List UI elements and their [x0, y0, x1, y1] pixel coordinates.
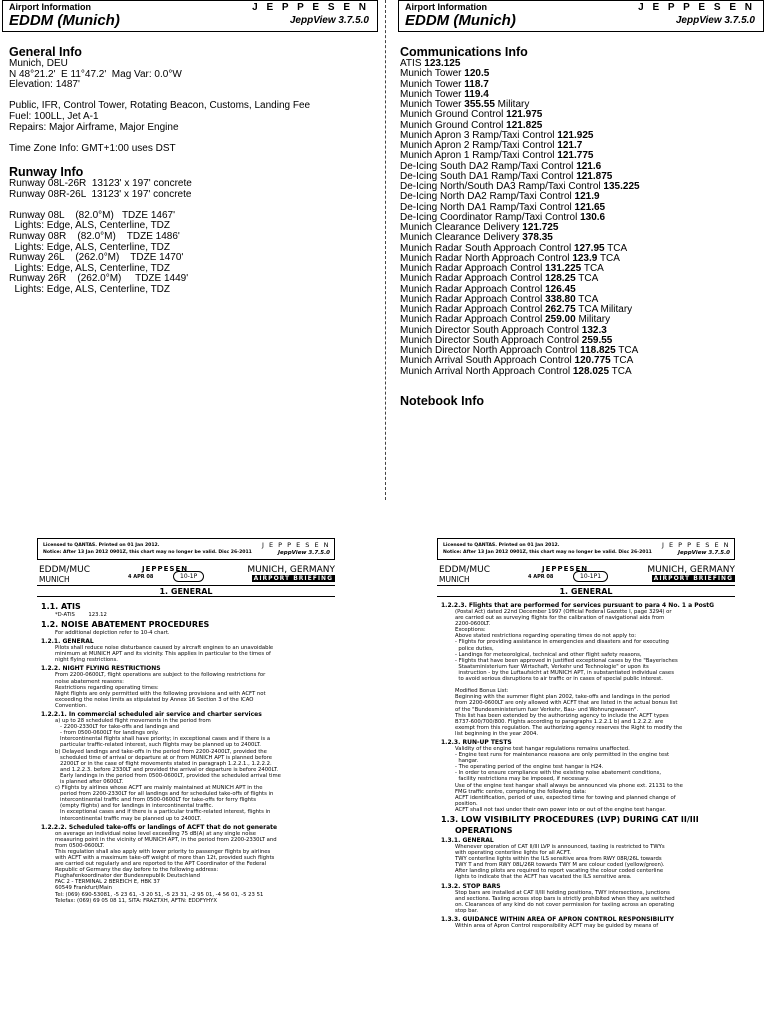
airport-briefing-badge: AIRPORT BRIEFING	[253, 575, 333, 582]
header-rule	[37, 585, 335, 586]
facility-name: Munich Apron 1 Ramp/Taxi Control	[400, 150, 558, 162]
chart-heading: 1.3.2. STOP BARS	[441, 882, 501, 890]
info-line: Runway 08L (82.0°M) TDZE 1467'	[9, 209, 175, 221]
frequency-value: 121.725	[522, 222, 559, 233]
jeppesen-brand: J E P P E S E N	[261, 541, 330, 549]
frequency-value: 120.5	[464, 68, 490, 80]
header-kicker: Airport Information	[9, 2, 91, 12]
facility-name: Munich Arrival South Approach Control	[400, 355, 575, 367]
info-line: Lights: Edge, ALS, Centerline, TDZ	[9, 283, 171, 295]
facility-name: De-Icing South DA2 Ramp/Taxi Control	[400, 160, 577, 172]
facility-name: De-Icing North DA1 Ramp/Taxi Control	[400, 201, 575, 213]
chart-date: 4 APR 08	[528, 574, 554, 580]
license-box	[437, 538, 735, 560]
facility-name: Munich Radar South Approach Control	[400, 242, 574, 254]
facility-name: Munich Director North Approach Control	[400, 345, 581, 356]
info-line: Munich, DEU	[9, 58, 68, 69]
header-rule	[37, 596, 335, 597]
chart-paragraph: Stop bars are installed at CAT II/III holding positions, TWY intersections, junctions and sections. Taxiing across stop bars is strictly prohibited when they are switched on. Clearances of any kind do not cover permission for taxiing across an operating stop bar.	[455, 889, 675, 914]
notebook-info-title: Notebook Info	[400, 394, 485, 408]
chart-airport-code: EDDM/MUC	[439, 565, 490, 575]
chart-location: MUNICH, GERMANY	[247, 565, 335, 575]
facility-name: Munich Radar Approach Control	[400, 283, 546, 295]
frequency-value: 121.975	[506, 109, 543, 121]
frequency-note: TCA	[575, 293, 599, 305]
chart-paragraph: *D-ATIS 123.12	[55, 612, 107, 618]
chart-body	[41, 600, 335, 904]
chart-heading: 1.2.1. GENERAL	[41, 638, 94, 646]
facility-name: Munich Radar Approach Control	[400, 293, 546, 305]
frequency-note: TCA	[610, 355, 634, 367]
jeppview-version: JeppView 3.7.5.0	[675, 15, 755, 26]
info-line: Repairs: Major Airframe, Major Engine	[9, 121, 179, 133]
facility-name: Munich Radar Approach Control	[400, 273, 546, 285]
header-rule	[437, 596, 735, 597]
license-line: Licensed to QANTAS. Printed on 01 Jan 2012.	[43, 543, 160, 548]
info-line: Lights: Edge, ALS, Centerline, TDZ	[9, 220, 171, 232]
facility-name: ATIS	[400, 58, 425, 69]
frequency-value: 355.55	[464, 99, 495, 110]
frequency-note: TCA	[604, 242, 628, 254]
facility-name: Munich Apron 2 Ramp/Taxi Control	[400, 140, 558, 151]
chart-city: MUNICH	[439, 575, 470, 584]
chart-heading: 1.3. LOW VISIBILITY PROCEDURES (LVP) DURING CAT II/III	[441, 815, 699, 824]
frequency-value: 121.9	[574, 191, 600, 203]
frequency-value: 118.825	[580, 345, 616, 356]
chart-heading: 1.2.2.3. Flights that are performed for services pursuant to para 4 No. 1 a PostG	[441, 602, 715, 609]
frequency-value: 121.775	[557, 150, 594, 162]
frequency-value: 128.025	[572, 365, 610, 377]
communications-info-title: Communications Info	[400, 45, 528, 59]
notice-line: Notice: After 13 Jan 2012 0901Z, this chart may no longer be valid. Disc 26-2011	[443, 550, 652, 555]
airport-code-title: EDDM (Munich)	[9, 12, 120, 29]
facility-name: Munich Ground Control	[400, 119, 507, 131]
chart-paragraph: Whenever operation of CAT II/III LVP is announced, taxiing is restricted to TWYs with operating centerline lights for all ACFT. TWY centerline lights within the ILS sensitive area from RWY 08R/26L towards TWY T and from RWY 08L/26R towards TWY M are colour coded (yellow/green). After landing pilots are required to report vacating the colour coded centerline lights to indicate that the ACFT has vacated the ILS sensitive area.	[455, 844, 665, 881]
jeppview-version: JeppView 3.7.5.0	[289, 15, 369, 26]
info-line: Runway 26R (262.0°M) TDZE 1449'	[9, 273, 189, 285]
frequency-value: 259.00	[545, 314, 576, 326]
column-divider	[385, 0, 386, 500]
chart-date: 4 APR 08	[128, 574, 154, 580]
facility-name: Munich Radar North Approach Control	[400, 252, 573, 264]
chart-paragraph: Pilots shall reduce noise disturbance caused by aircraft engines to an unavoidable minimum at MUNICH APT and its vicinity. This applies in particular to the times of night flying restrictions.	[55, 645, 274, 664]
chart-paragraph: For additional depiction refer to 10-4 chart.	[55, 630, 170, 637]
frequency-value: 259.55	[581, 334, 613, 346]
frequency-value: 378.35	[522, 232, 553, 244]
runway-info-title: Runway Info	[9, 165, 84, 179]
license-line: Licensed to QANTAS. Printed on 01 Jan 2012.	[443, 543, 560, 548]
notice-line: Notice: After 13 Jan 2012 0901Z, this chart may no longer be valid. Disc 26-2011	[43, 550, 252, 555]
general-info-lines	[9, 59, 379, 154]
header-rule	[437, 585, 735, 586]
frequency-value: 118.7	[464, 78, 489, 90]
frequency-value: 123.125	[424, 58, 461, 69]
frequency-value: 119.4	[464, 88, 489, 100]
right-header	[398, 0, 764, 32]
chart-heading: 1.3.1. GENERAL	[441, 837, 494, 844]
facility-name: Munich Tower	[400, 88, 465, 100]
frequency-note: Military	[494, 99, 530, 110]
communications-info-section	[400, 45, 764, 377]
frequency-value: 131.225	[545, 263, 582, 274]
header-kicker: Airport Information	[405, 2, 487, 12]
frequency-value: 121.825	[506, 119, 543, 131]
frequency-value: 121.65	[574, 201, 606, 213]
frequency-value: 338.80	[545, 293, 576, 305]
chart-section-title: 1. GENERAL	[159, 587, 213, 596]
frequency-note: TCA	[615, 345, 639, 356]
facility-name: De-Icing South DA1 Ramp/Taxi Control	[400, 170, 577, 182]
facility-name: Munich Tower	[400, 99, 465, 110]
chart-section-title: 1. GENERAL	[559, 587, 613, 596]
facility-name: Munich Apron 3 Ramp/Taxi Control	[400, 129, 558, 141]
chart-page-number: 10-1P	[173, 571, 204, 582]
frequency-value: 135.225	[603, 181, 640, 192]
frequency-list	[400, 59, 764, 377]
jeppesen-logo: JEPPESEN	[142, 565, 189, 573]
chart-heading: 1.2.3. RUN-UP TESTS	[441, 738, 512, 746]
frequency-note: Military	[575, 314, 611, 326]
info-line: Runway 08R-26L 13123' x 197' concrete	[9, 188, 192, 200]
chart-page-number: 10-1P1	[573, 571, 608, 582]
airport-briefing-badge: AIRPORT BRIEFING	[653, 575, 733, 582]
facility-name: De-Icing North DA2 Ramp/Taxi Control	[400, 191, 575, 203]
left-header	[2, 0, 378, 32]
chart-heading: 1.2.2.2. Scheduled take-offs or landings of ACFT that do not generate	[41, 823, 278, 831]
frequency-note: TCA	[575, 273, 599, 285]
general-info-section	[9, 45, 379, 154]
frequency-value: 130.6	[580, 211, 606, 223]
jeppview-version: JeppView 3.7.5.0	[278, 550, 330, 556]
notebook-info-section	[400, 394, 764, 408]
chart-paragraph: on average an individual noise level exceeding 75 dB(A) at any single noise measuring point in the vicinity of MUNICH APT, in the period from 2200-2330LT and from 0500-0600LT. This regulation shall also apply with lower priority to passenger flights by airlines with ACFT with a maximum take-off weight of more than 12t, provided such flights are carried out regularly and are reported to the APT Coordinator of the Federal Republic of Germany the day before to the following address: Flughafenkoordinator der Bundesrepublik Deutschland FAC 2 - TERMINAL 2 BEREICH E, HBK 37 60549 Frankfurt/Main Tel: (069) 690-53081, -5 23 61, -3 20 51, -5 23 31, -2 95 01, -4 56 01, -5 23 51 Telefax: (069) 69 05 08 11, SITA: FRAZTXH, AFTN: EDDFYHYX	[55, 830, 277, 904]
chart-airport-code: EDDM/MUC	[39, 565, 90, 575]
chart-paragraph: Validity of the engine test hangar regulations remains unaffected. - Engine test runs for maintenance reasons are only permitted in the engine test hangar. - The operating period of the engine test hangar is H24. - In order to ensure compliance with the existing noise abatement conditions, facility restrictions may be imposed, if necessary. Use of the engine test hangar shall always be announced via phone ext. 21131 to the FMG traffic centre, comprising the following data: ACFT identification, period of use, expected time for towing and planned change of position. ACFT shall not taxi under their own power into or out of the engine test hangar.	[455, 745, 683, 813]
facility-name: Munich Tower	[400, 68, 465, 80]
facility-name: Munich Tower	[400, 78, 465, 90]
chart-paragraph: a) up to 28 scheduled flight movements in the period from - 2200-2330LT for take-offs and landings and - from 0500-0600LT for landings only. Intercontinental flights shall have priority; in exceptional cases and if there is a particular traffic-related interest, such flights may be planned up to 2400LT. b) Delayed landings and take-offs in the period from 2200-2400LT, provided the scheduled time of arrival or departure at or from MUNICH APT is planned before 2200LT or in the case of flight movements stated in paragraph 1.2.2.1., 1.2.2.2. and 1.2.2.3. before 2330LT and provided the arrival or departure is before 2400LT. Early landings in the period from 0500-0600LT, provided the scheduled arrival time is planned after 0600LT. c) Flights by airlines whose ACFT are mainly maintained at MUNICH APT in the period from 2200-2330LT for all landings and for scheduled take-offs of flights in intercontinental traffic and from 0500-0600LT for take-offs for ferry flights (empty flights) and for landings in intercontinental traffic. In exceptional cases and if there is a particular traffic-related interest, flights in intercontinental traffic may be planned up to 2400LT.	[55, 718, 281, 822]
jeppview-version: JeppView 3.7.5.0	[678, 550, 730, 556]
facility-name: Munich Clearance Delivery	[400, 232, 523, 244]
chart-city: MUNICH	[39, 575, 70, 584]
facility-name: Munich Arrival North Approach Control	[400, 365, 573, 377]
info-line: Lights: Edge, ALS, Centerline, TDZ	[9, 241, 171, 253]
frequency-note: TCA	[597, 252, 620, 264]
info-line: Runway 08R (82.0°M) TDZE 1486'	[9, 230, 180, 242]
chart-location: MUNICH, GERMANY	[647, 565, 735, 575]
chart-header	[437, 565, 735, 597]
facility-name: Munich Clearance Delivery	[400, 222, 523, 233]
info-line: N 48°21.2' E 11°47.2' Mag Var: 0.0°W	[9, 68, 182, 80]
chart-heading: 1.2.2. NIGHT FLYING RESTRICTIONS	[41, 665, 161, 673]
frequency-note: TCA	[609, 365, 632, 377]
frequency-value: 127.95	[574, 242, 605, 254]
info-line: Elevation: 1487'	[9, 79, 80, 91]
info-line: Lights: Edge, ALS, Centerline, TDZ	[9, 262, 171, 274]
facility-name: Munich Radar Approach Control	[400, 314, 546, 326]
frequency-value: 262.75	[545, 304, 576, 315]
info-line: Fuel: 100LL, Jet A-1	[9, 110, 99, 122]
frequency-value: 128.25	[545, 273, 576, 285]
license-box	[37, 538, 335, 560]
frequency-value: 132.3	[581, 324, 607, 336]
frequency-note: TCA	[581, 263, 604, 274]
info-line: Runway 08L-26R 13123' x 197' concrete	[9, 178, 192, 189]
jeppesen-brand: J E P P E S E N	[638, 2, 755, 13]
facility-name: Munich Ground Control	[400, 109, 507, 121]
chart-heading: 1.2. NOISE ABATEMENT PROCEDURES	[41, 620, 210, 630]
frequency-row	[400, 367, 764, 377]
frequency-note: TCA Military	[575, 304, 633, 315]
airport-code-title: EDDM (Munich)	[405, 12, 516, 29]
facility-name: Munich Director South Approach Control	[400, 324, 582, 336]
frequency-value: 126.45	[545, 283, 576, 295]
chart-heading: 1.1. ATIS	[41, 602, 81, 611]
facility-name: De-Icing North/South DA3 Ramp/Taxi Control	[400, 181, 604, 192]
frequency-value: 121.6	[576, 160, 602, 172]
chart-heading: 1.2.2.1. In commercial scheduled air service and charter services	[41, 711, 262, 719]
general-info-title: General Info	[9, 45, 82, 59]
chart-paragraph: From 2200-0600LT, flight operations are subject to the following restrictions for noise abatement reasons: Restrictions regarding operating times: Night flights are only permitted with the following provisions and with ACFT not exceeding the noise limits as stipulated by Annex 16 Section 3 of the ICAO Convention.	[55, 672, 266, 709]
info-line: Public, IFR, Control Tower, Rotating Beacon, Customs, Landing Fee	[9, 100, 311, 112]
facility-name: De-Icing Coordinator Ramp/Taxi Control	[400, 211, 581, 223]
chart-heading: OPERATIONS	[455, 826, 513, 835]
runway-info-section	[9, 165, 379, 296]
jeppesen-brand: J E P P E S E N	[661, 541, 730, 549]
chart-paragraph: (Postal Act) dated 22nd December 1997 (Official Federal Gazette I, page 3294) or are carried out as surveying flights for the calibration of navigational aids from 2200-0600LT. Exceptions: Above stated restrictions regarding operating times do not apply to: - Flights for providing assistance in emergencies and disasters and for executing police duties, - Landings for meteorolgical, technical and other flight safety reasons, - Flights that have been approved in justified exceptional cases by the "Bayerisches Staatsministerium fuer Wirtschaft, Verkehr und Technologie" or upon its instruction - by the Luftaufsicht at MUNICH APT, in substantiated individual cases to avoid serious disruptions to air traffic or in cases of special public interest. Modified Bonus List: Beginning with the summer flight plan 2002, take-offs and landings in the period from 2200-0600LT are only allowed with ACFT that are listed in the actual bonus list of the "Bundesministerium fuer Verkehr, Bau- und Wohnungswesen". This list has been extended by the authorizing agency to include the ACFT types B737-600/700/800. Flights according to paragraphs 1.2.2.1 b) and 1.2.2.2. are exempt from this regulation. The authorizing agency reserves the Right to modify the list beginning in the year 2004.	[455, 609, 683, 737]
info-line: Runway 26L (262.0°M) TDZE 1470'	[9, 252, 184, 264]
frequency-value: 120.775	[574, 355, 611, 367]
frequency-value: 121.925	[557, 129, 594, 141]
facility-name: Munich Director South Approach Control	[400, 334, 582, 346]
chart-paragraph: Within area of Apron Control responsibility ACFT may be guided by means of	[455, 922, 659, 929]
facility-name: Munich Radar Approach Control	[400, 263, 546, 274]
runway-info-lines	[9, 179, 379, 296]
frequency-value: 121.7	[557, 140, 583, 151]
facility-name: Munich Radar Approach Control	[400, 304, 546, 315]
frequency-value: 121.875	[576, 170, 613, 182]
jeppesen-logo: JEPPESEN	[542, 565, 589, 573]
chart-body	[441, 600, 735, 929]
frequency-value: 123.9	[572, 252, 598, 264]
info-line: Time Zone Info: GMT+1:00 uses DST	[9, 142, 176, 154]
jeppesen-brand: J E P P E S E N	[252, 2, 369, 13]
chart-header	[37, 565, 335, 597]
chart-heading: 1.3.3. GUIDANCE WITHIN AREA OF APRON CONTROL RESPONSIBILITY	[441, 915, 674, 923]
